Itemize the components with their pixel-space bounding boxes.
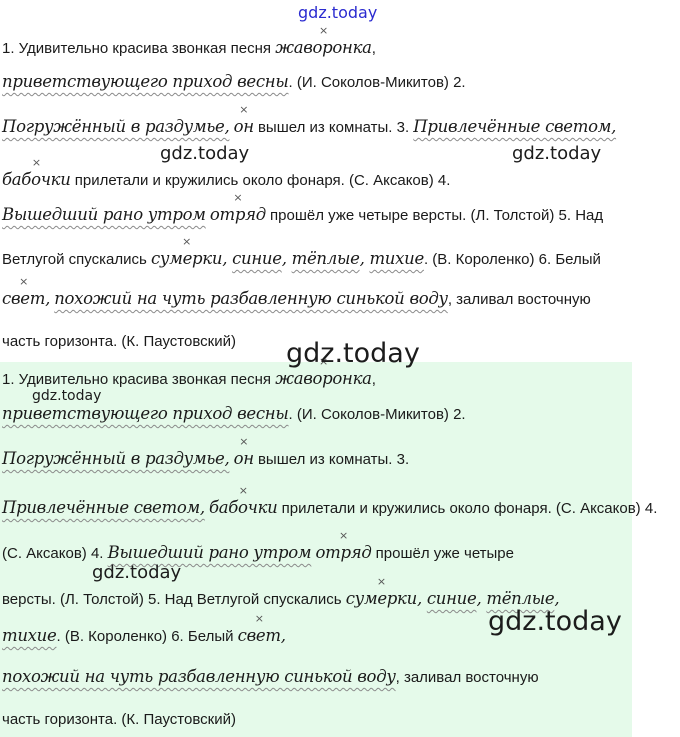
- plain-text: , заливал восточную: [395, 669, 539, 686]
- plain-text: . (В. Короленко) 6. Белый: [56, 628, 234, 645]
- plain-text: вышел из комнаты. 3.: [253, 119, 414, 136]
- text-line: [2, 205, 603, 224]
- participle-phrase: приветствующего приход весны: [2, 404, 289, 423]
- plain-text: прошёл уже четыре: [371, 545, 514, 562]
- subject-word: × жаворонка: [275, 369, 372, 388]
- plain-text: 1. Удивительно красива звонкая песня: [2, 371, 276, 388]
- participle-phrase: Погружённый в раздумье,: [2, 449, 230, 468]
- adjective: тёплые: [291, 249, 360, 268]
- plain-text: ,: [371, 371, 376, 388]
- text-line: [2, 249, 601, 268]
- plain-text: , заливал восточную: [447, 291, 591, 308]
- watermark: gdz.today: [32, 388, 102, 404]
- participle-phrase: приветствующего приход весны: [2, 72, 289, 91]
- plain-text: . (И. Соколов-Микитов) 2.: [288, 406, 466, 423]
- subject-word: × сумерки: [151, 249, 222, 268]
- plain-text: 1. Удивительно красива звонкая песня: [2, 40, 276, 57]
- plain-text: ,: [280, 626, 286, 645]
- plain-text: ,: [281, 249, 292, 268]
- plain-text: ,: [359, 249, 370, 268]
- plain-text: прилетали и кружились около фонаря. (С. Аксаков) 4.: [70, 172, 451, 189]
- participle-phrase: Вышедший рано утром: [107, 543, 312, 562]
- participle-phrase: похожий на чуть разбавленную синькой воду: [2, 667, 396, 686]
- adjective: тёплые: [486, 589, 555, 608]
- watermark: gdz.today: [286, 338, 420, 369]
- participle-phrase: похожий на чуть разбавленную синькой воду: [54, 289, 448, 308]
- subject-word: × бабочки: [2, 170, 71, 189]
- subject-word: × он: [234, 449, 254, 468]
- text-line: [2, 289, 591, 308]
- text-line: [2, 498, 657, 517]
- text-line: [2, 404, 466, 423]
- plain-text: прилетали и кружились около фонаря. (С. Аксаков) 4.: [277, 500, 658, 517]
- text-line: [2, 369, 376, 388]
- subject-word: × свет: [238, 626, 281, 645]
- text-line: [2, 333, 236, 350]
- adjective: тихие: [2, 626, 57, 645]
- plain-text: вышел из комнаты. 3.: [253, 451, 410, 468]
- plain-text: версты. (Л. Толстой) 5. Над Ветлугой спускались: [2, 591, 346, 608]
- text-line: [2, 711, 236, 728]
- plain-text: ,: [371, 40, 376, 57]
- text-line: [2, 38, 376, 57]
- plain-text: ,: [476, 589, 487, 608]
- text-line: [2, 117, 616, 136]
- adjective: тихие: [369, 249, 424, 268]
- plain-text: часть горизонта. (К. Паустовский): [2, 711, 236, 728]
- plain-text: Ветлугой спускались: [2, 251, 151, 268]
- watermark: gdz.today: [488, 606, 622, 637]
- plain-text: (С. Аксаков) 4.: [2, 545, 108, 562]
- plain-text: ,: [554, 589, 560, 608]
- participle-phrase: Погружённый в раздумье,: [2, 117, 230, 136]
- text-line: [2, 667, 539, 686]
- participle-phrase: Привлечённые светом,: [2, 498, 205, 517]
- plain-text: . (В. Короленко) 6. Белый: [423, 251, 601, 268]
- participle-phrase: Вышедший рано утром: [2, 205, 206, 224]
- subject-word: × отряд: [315, 543, 371, 562]
- subject-word: × свет: [2, 289, 45, 308]
- subject-word: × он: [234, 117, 254, 136]
- subject-word: × отряд: [210, 205, 266, 224]
- text-line: [2, 72, 466, 91]
- adjective: синие: [232, 249, 282, 268]
- watermark: gdz.today: [160, 143, 250, 164]
- watermark: gdz.today: [92, 562, 182, 583]
- text-line: [2, 543, 514, 562]
- text-line: [2, 170, 450, 189]
- plain-text: . (И. Соколов-Микитов) 2.: [288, 74, 466, 91]
- watermark-top: gdz.today: [298, 3, 378, 22]
- plain-text: ,: [222, 249, 233, 268]
- text-line: [2, 626, 286, 645]
- plain-text: часть горизонта. (К. Паустовский): [2, 333, 236, 350]
- plain-text: ,: [416, 589, 427, 608]
- text-line: [2, 589, 559, 608]
- adjective: синие: [426, 589, 477, 608]
- plain-text: прошёл уже четыре версты. (Л. Толстой) 5. Над: [265, 207, 604, 224]
- subject-word: × жаворонка: [275, 38, 372, 57]
- subject-word: × бабочки: [209, 498, 278, 517]
- watermark: gdz.today: [512, 143, 602, 164]
- plain-text: ,: [45, 289, 51, 308]
- participle-phrase: Привлечённые светом,: [413, 117, 617, 136]
- subject-word: × сумерки: [346, 589, 417, 608]
- text-line: [2, 449, 409, 468]
